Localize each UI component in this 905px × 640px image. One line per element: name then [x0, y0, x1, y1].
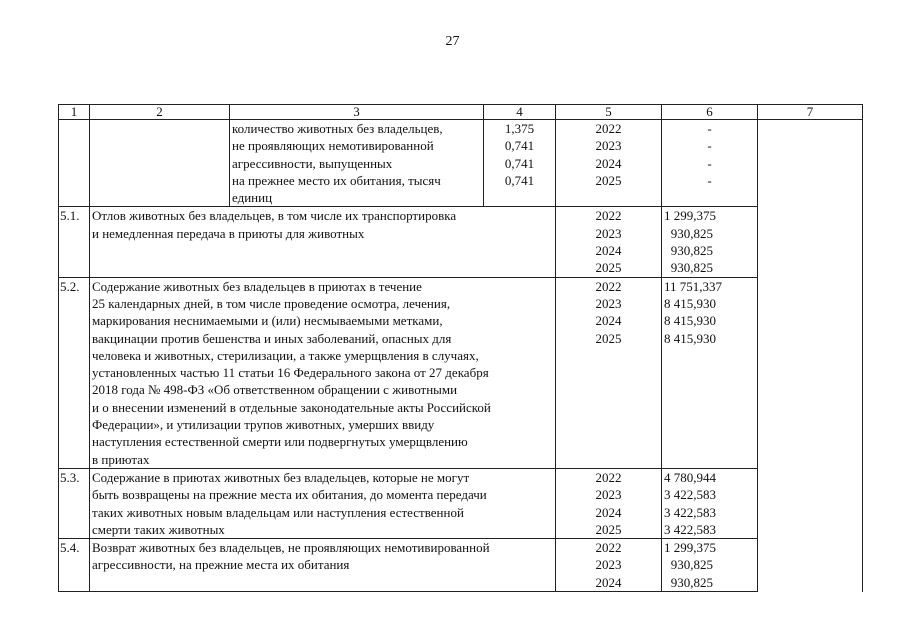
table-row-5-3 — [59, 468, 863, 538]
column-7-cell — [758, 120, 863, 592]
year-line: 2022 — [595, 469, 622, 485]
years-cell — [556, 539, 662, 592]
amount-line: 3 422,583 — [664, 504, 716, 520]
header-cell-2: 2 — [90, 105, 230, 120]
years-cell — [556, 207, 662, 277]
year-line: 2022 — [595, 278, 622, 294]
header-cell-4: 4 — [484, 105, 556, 120]
amount-line: - — [707, 121, 712, 136]
amounts-cell — [662, 468, 758, 538]
page-number: 27 — [445, 34, 460, 49]
text-line: и немедленная передача в приюты для животных — [92, 225, 365, 241]
text-line: количество животных без владельцев, — [232, 121, 443, 136]
text-line: и о внесении изменений в отдельные законодательные акты Российской — [92, 399, 491, 415]
amount-line: - — [707, 155, 712, 171]
row-number-cell — [59, 120, 90, 207]
year-line: 2023 — [595, 138, 622, 154]
amount-line: 3 422,583 — [664, 521, 716, 537]
text-line: быть возвращены на прежние места их обитания, до момента передачи — [92, 487, 487, 503]
text-line: Содержание в приютах животных без владельцев, которые не могут — [92, 469, 470, 485]
year-line: 2023 — [595, 295, 622, 311]
year-line: 2024 — [595, 243, 622, 259]
amounts-cell — [662, 207, 758, 277]
table-row-5-4 — [59, 539, 863, 592]
amount-line: - — [707, 172, 712, 188]
table-row-5-1 — [59, 207, 863, 277]
text-line: вакцинации против бешенства и иных заболеваний, опасных для — [92, 330, 452, 346]
amount-line: 1 299,375 — [664, 540, 716, 556]
amounts-cell — [662, 277, 758, 468]
amount-line: 11 751,337 — [664, 278, 723, 294]
text-line: Отлов животных без владельцев, в том числе их транспортировка — [92, 208, 457, 224]
value-line: 0,741 — [504, 155, 535, 171]
header-row — [59, 105, 863, 120]
amount-line: 1 299,375 — [664, 208, 716, 224]
row-number-cell: 5.3. — [59, 468, 90, 538]
row-number-cell: 5.2. — [59, 277, 90, 468]
year-line: 2025 — [595, 330, 622, 346]
row-number-cell: 5.4. — [59, 539, 90, 592]
year-line: 2024 — [595, 574, 622, 590]
row-description-cell — [90, 468, 556, 538]
amount-line: 930,825 — [670, 243, 713, 259]
indicator-values-cell — [484, 120, 556, 207]
text-line: агрессивности, выпущенных — [232, 155, 393, 171]
text-line: наступления естественной смерти или подвергнутых умерщвлению — [92, 434, 468, 450]
header-cell-5: 5 — [556, 105, 662, 120]
amount-line: 930,825 — [670, 225, 713, 241]
table-row-continuation — [59, 120, 863, 207]
text-line: человека и животных, стерилизации, а также умерщвления в случаях, — [92, 347, 479, 363]
header-cell-1: 1 — [59, 105, 90, 120]
amount-line: 8 415,930 — [664, 313, 716, 329]
text-line: 25 календарных дней, в том числе проведение осмотра, лечения, — [92, 295, 451, 311]
year-line: 2024 — [595, 155, 622, 171]
value-line: 1,375 — [504, 121, 535, 136]
row-number-cell: 5.1. — [59, 207, 90, 277]
year-line: 2025 — [595, 521, 622, 537]
row-description-cell — [90, 207, 556, 277]
amount-line: 3 422,583 — [664, 487, 716, 503]
text-line: Федерации», и утилизации трупов животных, умерших ввиду — [92, 417, 435, 433]
years-cell — [556, 468, 662, 538]
empty-cell — [90, 120, 230, 207]
amount-line: 8 415,930 — [664, 330, 716, 346]
indicator-text-cell — [230, 120, 484, 207]
year-line: 2022 — [595, 121, 622, 136]
data-table-container — [58, 104, 863, 592]
year-line: 2024 — [595, 313, 622, 329]
year-line: 2022 — [595, 208, 622, 224]
text-line: единиц — [232, 190, 273, 206]
text-line: маркирования неснимаемыми и (или) несмываемыми метками, — [92, 313, 443, 329]
data-table — [58, 104, 863, 592]
value-line: 0,741 — [504, 172, 535, 188]
text-line: установленных частью 11 статьи 16 Федерального закона от 27 декабря — [92, 365, 489, 381]
year-line: 2023 — [595, 487, 622, 503]
year-line: 2024 — [595, 504, 622, 520]
amounts-cell — [662, 120, 758, 207]
years-cell — [556, 120, 662, 207]
amount-line: 4 780,944 — [664, 469, 716, 485]
row-description-cell — [90, 539, 556, 592]
years-cell — [556, 277, 662, 468]
header-cell-7: 7 — [758, 105, 863, 120]
header-cell-6: 6 — [662, 105, 758, 120]
row-description-cell — [90, 277, 556, 468]
text-line: на прежнее место их обитания, тысяч — [232, 172, 441, 188]
amounts-cell — [662, 539, 758, 592]
year-line: 2023 — [595, 557, 622, 573]
amount-line: 8 415,930 — [664, 295, 716, 311]
text-line: таких животных новым владельцам или наступления естественной — [92, 504, 464, 520]
text-line: в приютах — [92, 451, 150, 467]
text-line: смерти таких животных — [92, 521, 225, 537]
amount-line: - — [707, 138, 712, 154]
year-line: 2023 — [595, 225, 622, 241]
table-row-5-2 — [59, 277, 863, 468]
amount-line: 930,825 — [670, 574, 713, 590]
amount-line: 930,825 — [670, 260, 713, 276]
text-line: Возврат животных без владельцев, не проявляющих немотивированной — [92, 540, 490, 556]
year-line: 2025 — [595, 260, 622, 276]
text-line: Содержание животных без владельцев в приютах в течение — [92, 278, 422, 294]
text-line: не проявляющих немотивированной — [232, 138, 434, 154]
year-line: 2025 — [595, 172, 622, 188]
text-line: агрессивности, на прежние места их обитания — [92, 557, 350, 573]
text-line: 2018 года № 498-ФЗ «Об ответственном обращении с животными — [92, 382, 458, 398]
amount-line: 930,825 — [670, 557, 713, 573]
header-cell-3: 3 — [230, 105, 484, 120]
value-line: 0,741 — [504, 138, 535, 154]
year-line: 2022 — [595, 540, 622, 556]
